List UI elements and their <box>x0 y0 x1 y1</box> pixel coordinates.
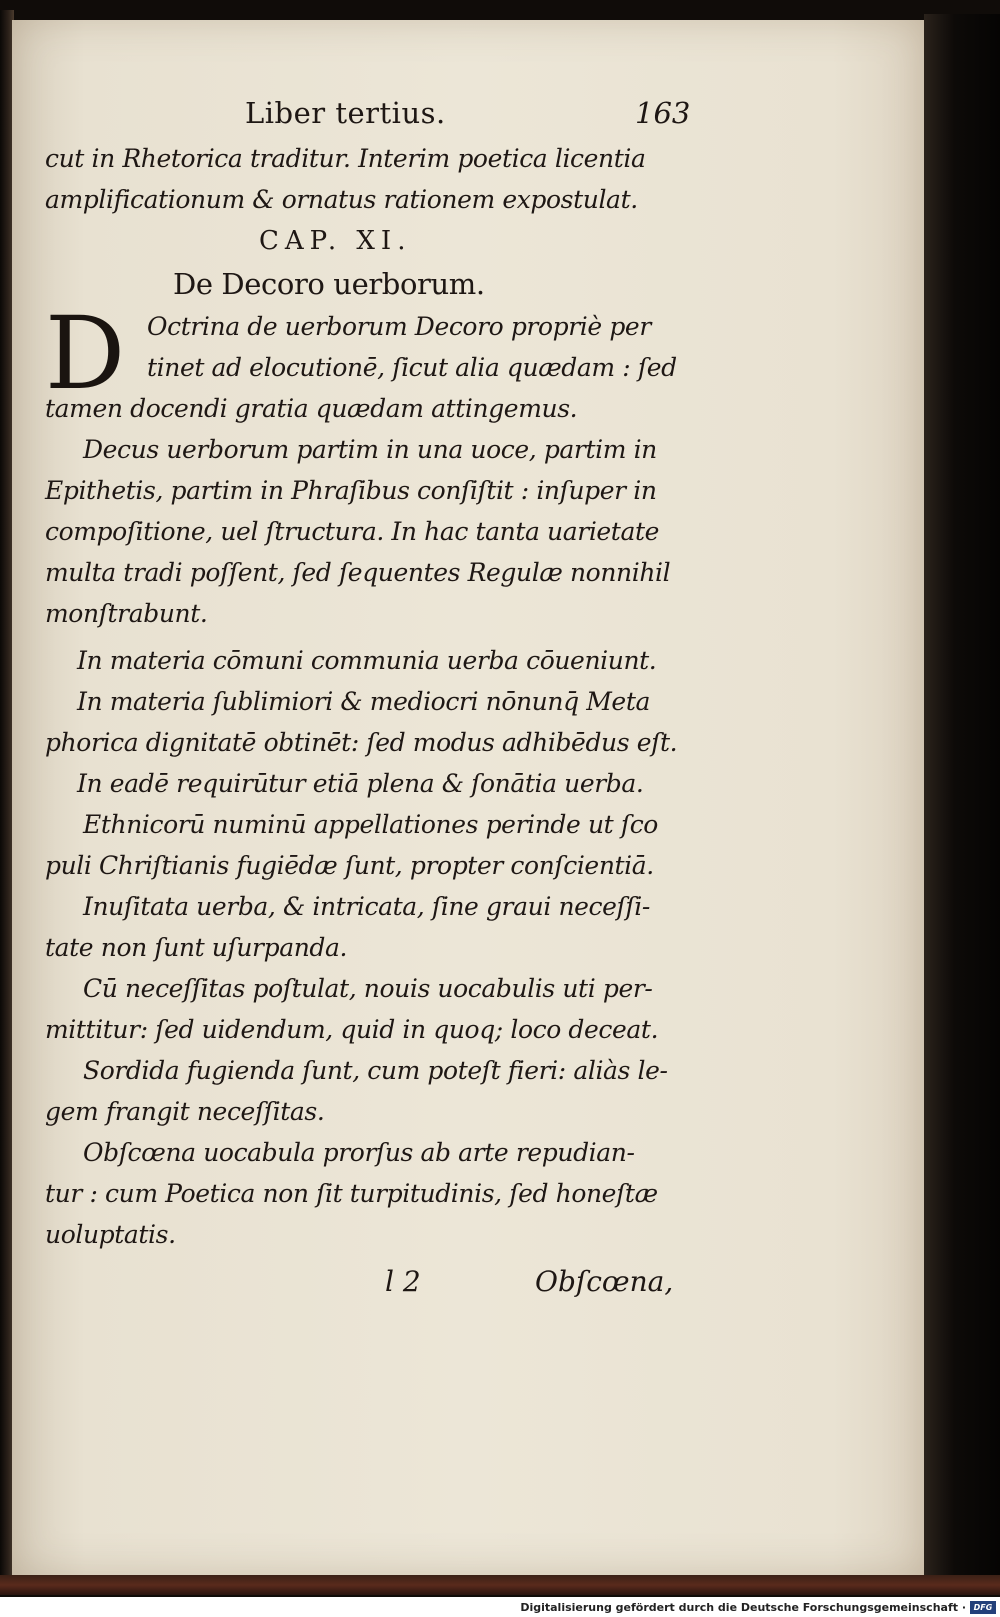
catch-line <box>45 1265 695 1309</box>
text-line: tate non ſunt uſurpanda. <box>45 933 348 962</box>
chapter-heading: CAP. XI. <box>259 226 412 256</box>
text-line: tamen docendi gratia quædam attingemus. <box>45 394 578 423</box>
text-line: phorica dignitatē obtinēt: ſed modus adhibēdus eſt. <box>45 728 678 757</box>
text-line: amplificationum & ornatus rationem expostulat. <box>45 185 638 214</box>
text-line: uoluptatis. <box>45 1220 176 1249</box>
text-line: In materia ſublimiori & mediocri nōnunq̄ Meta <box>77 687 650 716</box>
paragraph-initial <box>45 295 695 429</box>
text-line: monſtrabunt. <box>45 599 208 628</box>
text-line: multa tradi poſſent, ſed ſequentes Regulæ nonnihil <box>45 558 671 587</box>
text-line: Octrina de uerborum Decoro propriè per <box>147 312 651 341</box>
page-number: 163 <box>635 96 691 130</box>
funding-credit: Digitalisierung gefördert durch die Deutsche Forschungsgemeinschaft · <box>520 1600 966 1614</box>
page-text <box>45 96 695 1309</box>
text-line: Cū neceſſitas poſtulat, nouis uocabulis uti per- <box>83 974 653 1003</box>
running-head <box>45 96 695 138</box>
text-line: tur : cum Poetica non ſit turpitudinis, ſed honeſtæ <box>45 1179 658 1208</box>
text-line: Epithetis, partim in Phraſibus conſiſtit : inſuper in <box>45 476 657 505</box>
text-line: compoſitione, uel ſtructura. In hac tanta uarietate <box>45 517 659 546</box>
text-line: cut in Rhetorica traditur. Interim poetica licentia <box>45 144 646 173</box>
text-line: In eadē requirūtur etiā plena & ſonātia uerba. <box>77 769 644 798</box>
text-line: Inuſitata uerba, & intricata, ſine graui neceſſi- <box>83 892 650 921</box>
text-line: Sordida fugienda ſunt, cum poteſt fieri: aliàs le- <box>83 1056 668 1085</box>
text-line: Obſcœna uocabula prorſus ab arte repudian- <box>83 1138 635 1167</box>
book-cover-edge <box>0 1575 1000 1595</box>
drop-cap-initial: D <box>45 295 126 412</box>
text-line: puli Chriſtianis fugiēdæ ſunt, propter conſcientiā. <box>45 851 654 880</box>
text-line: In materia cōmuni communia uerba cōueniunt. <box>77 646 657 675</box>
text-line: mittitur: ſed uidendum, quid in quoq; loco deceat. <box>45 1015 659 1044</box>
dfg-logo: DFG <box>970 1601 996 1614</box>
running-title: Liber tertius. <box>245 96 446 130</box>
catchword: Obſcœna, <box>535 1265 674 1298</box>
chapter-title: De Decoro uerborum. <box>173 267 485 301</box>
text-line: Ethnicorū numinū appellationes perinde ut ſco <box>83 810 658 839</box>
signature-mark: l 2 <box>385 1265 421 1298</box>
text-line: gem frangit neceſſitas. <box>45 1097 325 1126</box>
page-edge-shadow <box>924 14 1000 1589</box>
digitization-footer <box>0 1597 1000 1617</box>
text-line: tinet ad elocutionē, ſicut alia quædam : ſed <box>147 353 677 382</box>
text-line: Decus uerborum partim in una uoce, partim in <box>83 435 657 464</box>
